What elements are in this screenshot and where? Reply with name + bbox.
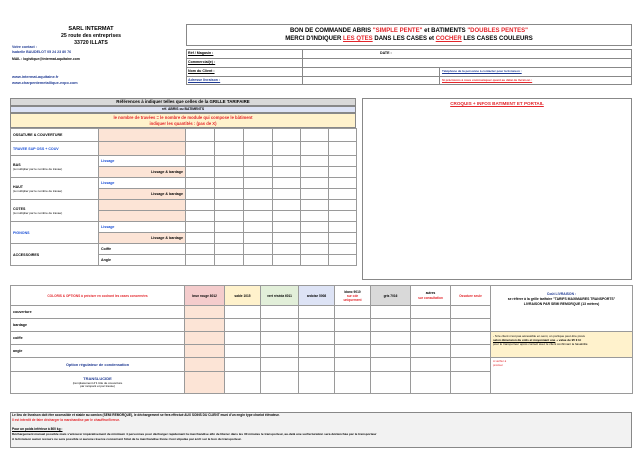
color-brun-rouge[interactable]: brun rouge 8012 [185,286,225,306]
company-address1: 25 route des entreprises [61,33,121,39]
company-name: SARL INTERMAT [68,26,114,32]
color-blanc[interactable]: blanc 9010 sur cde uniquement [335,286,371,306]
footer-line-5: A la livraison aucun recours ne sera possible si aucune réserve concernant l'état de la marchandise livrée n'est stipulée par écrit sur le bon du transporteur. [12,437,242,441]
haut-label: HAUT (à multiplier par le nombre de travée) [11,178,99,200]
row-accessoires-angle: Angle [11,255,357,266]
delivery-delay-note[interactable]: Si précisions à nous communiquer quant au délai de livraison : [442,78,533,82]
footer-line-1: Le lieu de livraison doit être accessible et stable au camion (SEMI REMORQUE), le déchargement se fera effectué AUX SOINS DU CLIENT muni d'un engin type chariot élévateur. [12,413,280,417]
travee-note: le nombre de travées = le nombre de module qui compose le bâtiment [113,115,253,120]
footer-line-3: Pour un poids inférieur à 800 kg : [12,427,63,431]
order-subtitle: MERCI D'INDIQUER LES QTES DANS LES CASES et COCHER LES CASES COULEURS [285,36,533,42]
contact-label: Votre contact : [12,45,37,49]
contact-value: Isabelle BAUDELOT 05 24 23 80 76 [12,50,72,54]
row-cotes-lissage [11,200,357,211]
row-bas-lissage: BAS (à multiplier par le nombre de travée) Lissage [11,156,357,167]
bas-label: BAS (à multiplier par le nombre de travée) [11,156,99,178]
color-row-couverture: couverture [11,306,633,319]
accessoires-label: ACCESSOIRES [11,244,99,266]
commercial-field[interactable]: Commercial(e) : [188,60,216,64]
row-travee [11,142,357,156]
ref-magasin-field[interactable]: Réf / Magasin : [188,51,214,55]
row-accessoires-coiffe: ACCESSOIRES Coiffe [11,244,357,255]
travee-label: TRAVEE SUP OSS + COUV [11,142,99,156]
delivery-address-field[interactable]: Adresse livraison : [188,78,221,82]
ossature-label: OSSATURE & COUVERTURE [11,129,99,142]
row-haut-lissage: HAUT (à multiplier par le nombre de travée) Lissage [11,178,357,189]
color-ardoise[interactable]: ardoise 5008 [299,286,335,306]
company-website-1[interactable]: www.intermat-aquitaine.fr [12,75,59,79]
cotes-label: COTES (à multiplier par le nombre de travée) [11,200,99,222]
row-pignons-lissage: PIGNONS Lissage [11,222,357,233]
option-regulateur: Option régulateur de condensation [11,358,185,372]
delivery-note: - Si le client n'est pas accessible en semi, un portique peut être prévu selon dimension du colis et moyennant une + value de 95 € ht pour le transporteur après contact avec le client confirmant la faisabilité [491,332,633,358]
translucide-label: TRANSLUCIDE (remplacement d'1 tôle de couverture par rampant et par travée) [11,372,185,394]
company-mail: MAIL : logistique@intermat-aquitaine.com [12,57,80,61]
footer-line-2: Il est interdit de faire décharger la marchandise par le chauffeur/livreur. [12,418,120,422]
sketch-title: CROQUIS + INFOS BATIMENT ET PORTAIL [450,101,544,106]
company-address2: 33720 ILLATS [74,40,108,46]
order-title: BON DE COMMANDE ABRIS "SIMPLE PENTE" et BATIMENTS "DOUBLES PENTES" [289,28,529,34]
pignons-label: PIGNONS [11,222,99,244]
color-sable[interactable]: sable 1015 [225,286,261,306]
option-regulateur-row [11,358,633,372]
company-website-2[interactable]: www.charpentemetallique-expo.com [12,81,78,85]
references-title: Références à indiquer telles que celles de la GRILLE TARIFAIRE [116,99,250,104]
color-autres[interactable]: autres sur consultation [411,286,451,306]
colors-table [10,285,633,394]
sketch-area[interactable] [362,98,632,280]
color-row-coiffe: coiffe - Si le client n'est pas accessible en semi, un portique peut être prévu selon dimension du colis et moyennant une + value de 95 € ht pour le transporteur après contact avec le client confirmant la faisabilité [11,332,633,345]
delivery-small-note: A vérifier à préciser [491,358,633,394]
quantity-note: indiquer les quantités : (pas de X) [149,121,217,126]
delivery-cost-box: Coût LIVRAISON : se référer à la grille tarifaire "TARIFS MAXIMAIRES TRANSPORTS" LIVRAISON PAR SEMI REMORQUE (13 mètres) [491,286,633,332]
color-row-angle: angle [11,345,633,358]
color-vert-reseda[interactable]: vert résédа 6011 [261,286,299,306]
colors-header-row [11,286,633,306]
row-bas-bardage: Lissage & bardage [11,167,357,178]
references-subtitle: réf. ABRIS ou BATIMENTS [161,107,205,111]
row-haut-bardage: Lissage & bardage [11,189,357,200]
references-table [10,128,357,266]
color-gris[interactable]: gris 7016 [371,286,411,306]
ossature-seule[interactable]: Ossature seule [451,286,491,306]
client-name-field[interactable]: Nom du Client : [188,69,215,73]
footer-line-4: Déchargement manuel possible mais s'entourer impérativement de minimum 4 personnes pour décharger rapidement la marchandise afin de libérer dans les 30 minutes le transporteur, au-delà une surfacturation sera déclenchée par le transporteur [12,432,377,436]
contact-phone-field[interactable]: Téléphone de la personne à contacter pour la livraison : [442,69,522,73]
colors-header-label: COLORIS & OPTIONS à préciser en cochant les cases concernées [11,286,185,306]
row-ossature [11,129,357,142]
color-row-bardage: bardage [11,319,633,332]
row-pignons-bardage: Lissage & bardage [11,233,357,244]
date-field[interactable]: DATE : [380,51,392,55]
